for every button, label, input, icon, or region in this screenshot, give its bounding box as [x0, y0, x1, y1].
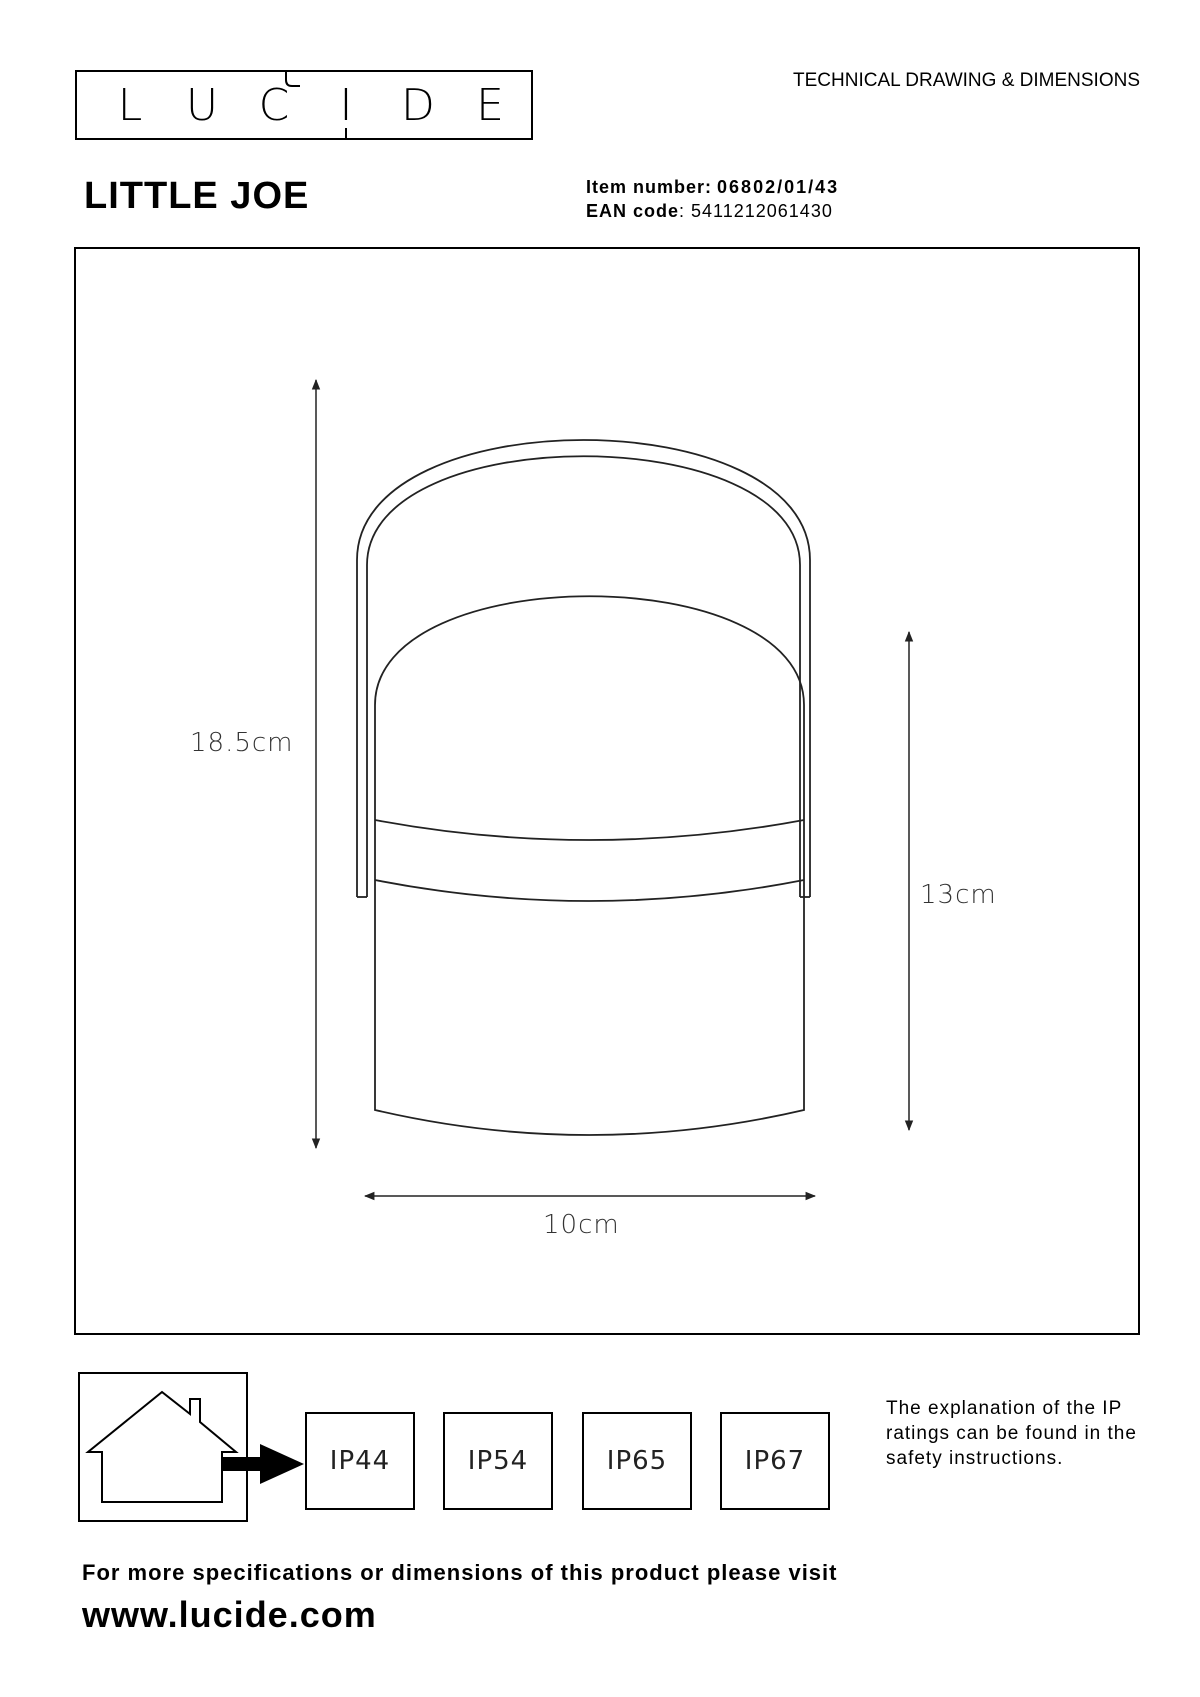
product-name: LITTLE JOE [84, 175, 310, 217]
ip-explanation-note: The explanation of the IP ratings can be found in the safety instructions. [886, 1398, 1137, 1469]
item-number-value: 06802/01/43 [717, 177, 840, 197]
footer-specifications-text: For more specifications or dimensions of this product please visit [82, 1560, 838, 1585]
logo-letter: U [185, 79, 219, 131]
logo-letter: I [339, 79, 353, 131]
ip-rating-box: IP67 [720, 1412, 830, 1510]
ean-label: EAN code [586, 201, 680, 221]
dim-label-body-height: 13cm [920, 880, 997, 910]
dim-label-total-height: 18.5cm [190, 728, 294, 758]
website-link[interactable]: www.lucide.com [82, 1594, 377, 1635]
document-type: TECHNICAL DRAWING & DIMENSIONS [793, 70, 1140, 91]
logo-letter: L [117, 79, 143, 131]
logo-letter: D [401, 79, 435, 131]
ip-rating-box: IP44 [305, 1412, 415, 1510]
item-number-label: Item number: [586, 177, 713, 197]
logo-letter: E [476, 79, 504, 131]
ip-rating-box: IP54 [443, 1412, 553, 1510]
logo-letter: C [258, 79, 290, 131]
ean-value: : 5411212061430 [679, 201, 833, 221]
dim-label-width: 10cm [543, 1210, 620, 1240]
arrow-right-icon [220, 1440, 306, 1490]
ip-rating-box: IP65 [582, 1412, 692, 1510]
